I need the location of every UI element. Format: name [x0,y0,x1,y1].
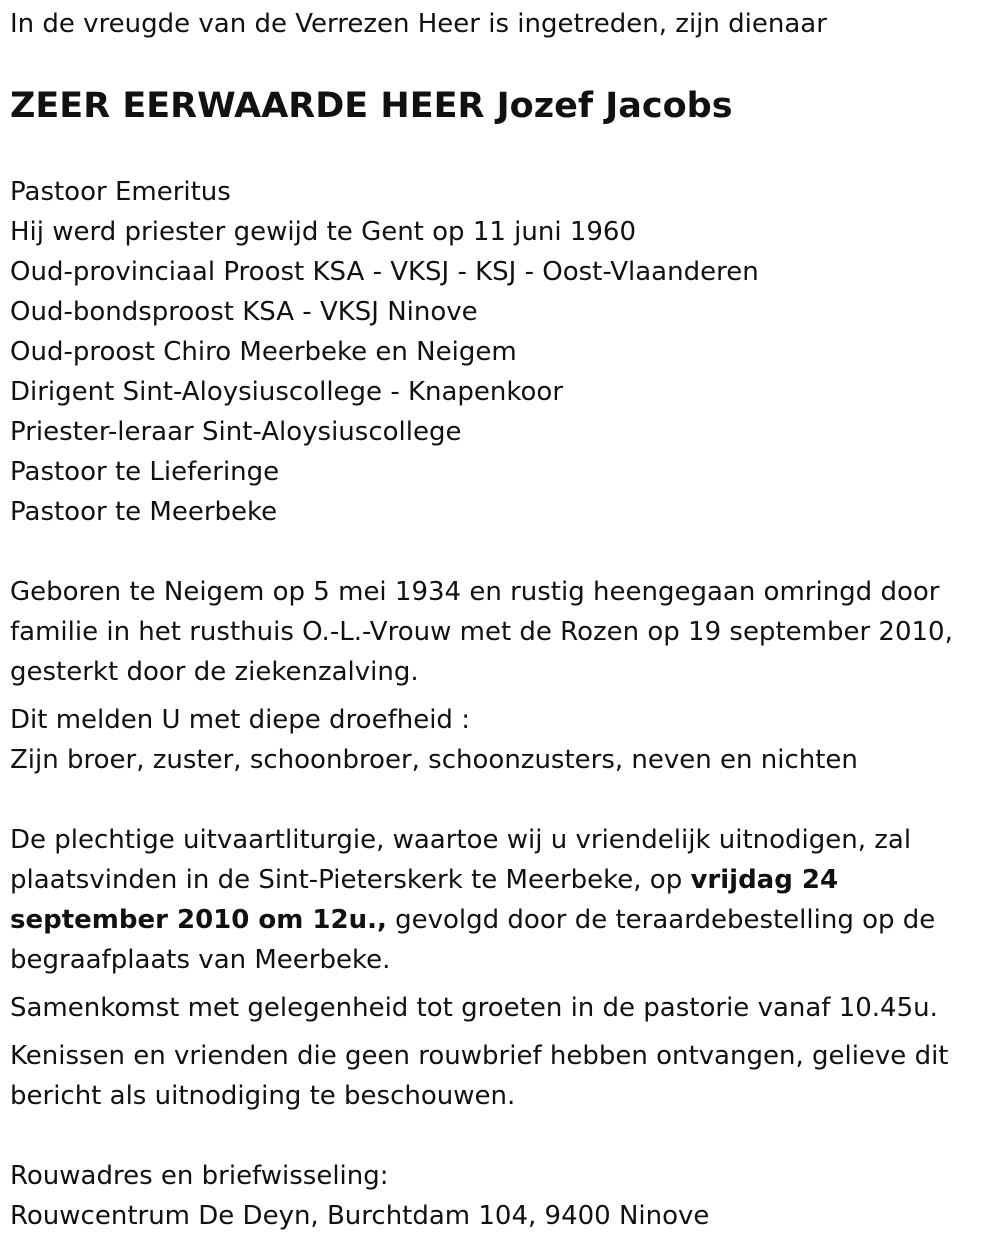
title-item: Pastoor Emeritus [10,177,231,207]
title-item: Pastoor te Lieferinge [10,457,280,487]
funeral-line [10,860,1000,900]
title-item: Oud-proost Chiro Meerbeke en Neigem [10,337,517,367]
funeral-line: begraafplaats van Meerbeke. [10,945,391,975]
title-item: Dirigent Sint-Aloysiuscollege - Knapenkoor [10,377,564,407]
address-value: Rouwcentrum De Deyn, Burchtdam 104, 9400 Ninove [10,1201,710,1231]
funeral-text: plaatsvinden in de Sint-Pieterskerk te Meerbeke, op [10,865,691,895]
family-members: Zijn broer, zuster, schoonbroer, schoonzusters, neven en nichten [10,745,858,775]
title-item: Hij werd priester gewijd te Gent op 11 juni 1960 [10,217,637,247]
announcement-paragraph [10,700,1000,780]
birth-paragraph [10,572,1000,692]
intro-text: In de vreugde van de Verrezen Heer is ingetreden, zijn dienaar [10,9,827,39]
birth-line: gesterkt door de ziekenzalving. [10,657,419,687]
title-item: Priester-leraar Sint-Aloysiuscollege [10,417,462,447]
deceased-name: ZEER EERWAARDE HEER Jozef Jacobs [10,86,733,126]
funeral-text: gevolgd door de teraardebestelling op de [386,905,936,935]
title-item: Oud-bondsproost KSA - VKSJ Ninove [10,297,478,327]
gathering-text: Samenkomst met gelegenheid tot groeten in de pastorie vanaf 10.45u. [10,993,938,1023]
funeral-line [10,900,1000,940]
title-item: Pastoor te Meerbeke [10,497,278,527]
funeral-line: De plechtige uitvaartliturgie, waartoe wij u vriendelijk uitnodigen, zal [10,825,912,855]
funeral-date-bold: vrijdag 24 [690,865,839,895]
announcement-intro: Dit melden U met diepe droefheid : [10,705,470,735]
notice-line: bericht als uitnodiging te beschouwen. [10,1081,516,1111]
funeral-date-bold: september 2010 om 12u., [10,905,387,935]
address-paragraph [10,1156,1000,1236]
birth-line: familie in het rusthuis O.-L.-Vrouw met de Rozen op 19 september 2010, [10,617,953,647]
notice-paragraph [10,1036,1000,1116]
titles-list [10,172,1000,532]
title-item: Oud-provinciaal Proost KSA - VKSJ - KSJ - Oost-Vlaanderen [10,257,759,287]
gathering-paragraph [10,988,1000,1028]
funeral-paragraph [10,820,1000,980]
address-label: Rouwadres en briefwisseling: [10,1161,389,1191]
notice-line: Kenissen en vrienden die geen rouwbrief hebben ontvangen, gelieve dit [10,1041,949,1071]
birth-line: Geboren te Neigem op 5 mei 1934 en rustig heengegaan omringd door [10,577,940,607]
